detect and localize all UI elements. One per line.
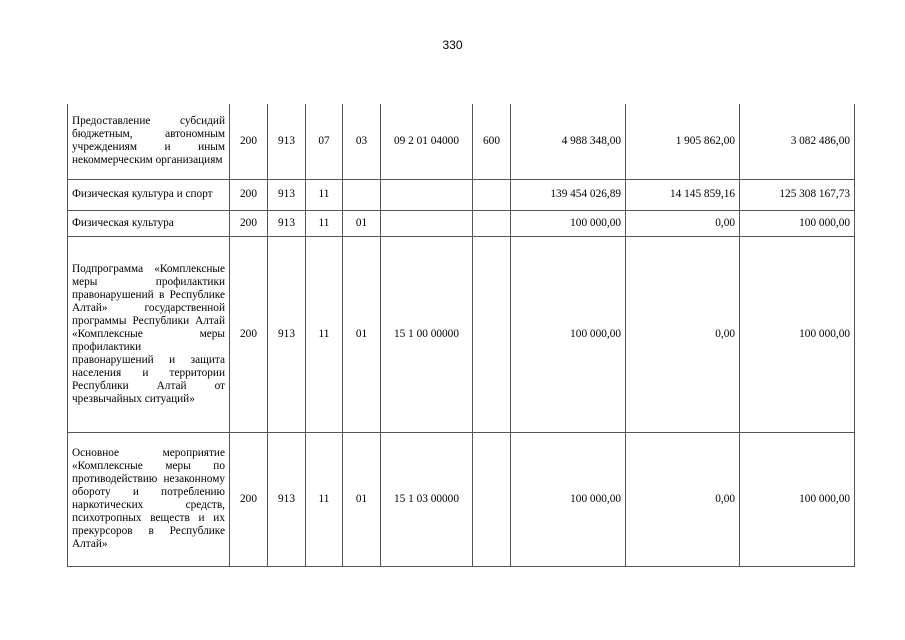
table-row bbox=[68, 432, 855, 566]
cell-value-3: 100 000,00 bbox=[740, 236, 855, 432]
cell-section: 11 bbox=[306, 236, 343, 432]
cell-section: 07 bbox=[306, 104, 343, 179]
cell-code: 200 bbox=[230, 104, 268, 179]
cell-code: 200 bbox=[230, 210, 268, 236]
cell-value-3: 100 000,00 bbox=[740, 432, 855, 566]
table-row bbox=[68, 104, 855, 179]
cell-target bbox=[381, 210, 473, 236]
cell-code: 200 bbox=[230, 432, 268, 566]
cell-code: 200 bbox=[230, 236, 268, 432]
cell-ministry: 913 bbox=[268, 210, 306, 236]
cell-value-1: 4 988 348,00 bbox=[511, 104, 626, 179]
cell-code: 200 bbox=[230, 179, 268, 210]
cell-expense-type bbox=[473, 210, 511, 236]
cell-ministry: 913 bbox=[268, 432, 306, 566]
row-name: Физическая культура bbox=[68, 210, 230, 236]
cell-value-3: 100 000,00 bbox=[740, 210, 855, 236]
row-name: Основное мероприятие «Комплексные меры по противодействию незаконному обороту и потреблению наркотических средств, психотропных веществ и их прекурсоров в Республике Алтай» bbox=[68, 432, 230, 566]
cell-section: 11 bbox=[306, 432, 343, 566]
cell-subsection: 01 bbox=[343, 236, 381, 432]
cell-expense-type: 600 bbox=[473, 104, 511, 179]
cell-subsection: 01 bbox=[343, 432, 381, 566]
cell-subsection: 03 bbox=[343, 104, 381, 179]
cell-value-1: 100 000,00 bbox=[511, 236, 626, 432]
row-name: Подпрограмма «Комплексные меры профилактики правонарушений в Республике Алтай» государственной программы Республики Алтай «Комплексные меры профилактики правонарушений и защита населения и территории Республики Алтай от чрезвычайных ситуаций» bbox=[68, 236, 230, 432]
table-row bbox=[68, 179, 855, 210]
cell-ministry: 913 bbox=[268, 236, 306, 432]
cell-value-3: 125 308 167,73 bbox=[740, 179, 855, 210]
cell-value-2: 0,00 bbox=[626, 236, 740, 432]
cell-target: 09 2 01 04000 bbox=[381, 104, 473, 179]
cell-ministry: 913 bbox=[268, 104, 306, 179]
cell-subsection: 01 bbox=[343, 210, 381, 236]
cell-value-1: 139 454 026,89 bbox=[511, 179, 626, 210]
cell-target: 15 1 00 00000 bbox=[381, 236, 473, 432]
cell-value-2: 1 905 862,00 bbox=[626, 104, 740, 179]
budget-table bbox=[67, 104, 855, 567]
cell-target bbox=[381, 179, 473, 210]
row-name: Предоставление субсидий бюджетным, автономным учреждениям и иным некоммерческим организациям bbox=[68, 104, 230, 179]
cell-value-1: 100 000,00 bbox=[511, 432, 626, 566]
cell-ministry: 913 bbox=[268, 179, 306, 210]
cell-section: 11 bbox=[306, 210, 343, 236]
cell-value-1: 100 000,00 bbox=[511, 210, 626, 236]
row-name: Физическая культура и спорт bbox=[68, 179, 230, 210]
cell-expense-type bbox=[473, 179, 511, 210]
cell-value-2: 0,00 bbox=[626, 432, 740, 566]
cell-expense-type bbox=[473, 236, 511, 432]
cell-section: 11 bbox=[306, 179, 343, 210]
cell-value-3: 3 082 486,00 bbox=[740, 104, 855, 179]
cell-value-2: 14 145 859,16 bbox=[626, 179, 740, 210]
cell-value-2: 0,00 bbox=[626, 210, 740, 236]
table-row bbox=[68, 210, 855, 236]
cell-expense-type bbox=[473, 432, 511, 566]
cell-target: 15 1 03 00000 bbox=[381, 432, 473, 566]
table-row bbox=[68, 236, 855, 432]
cell-subsection bbox=[343, 179, 381, 210]
page-number: 330 bbox=[442, 38, 463, 52]
